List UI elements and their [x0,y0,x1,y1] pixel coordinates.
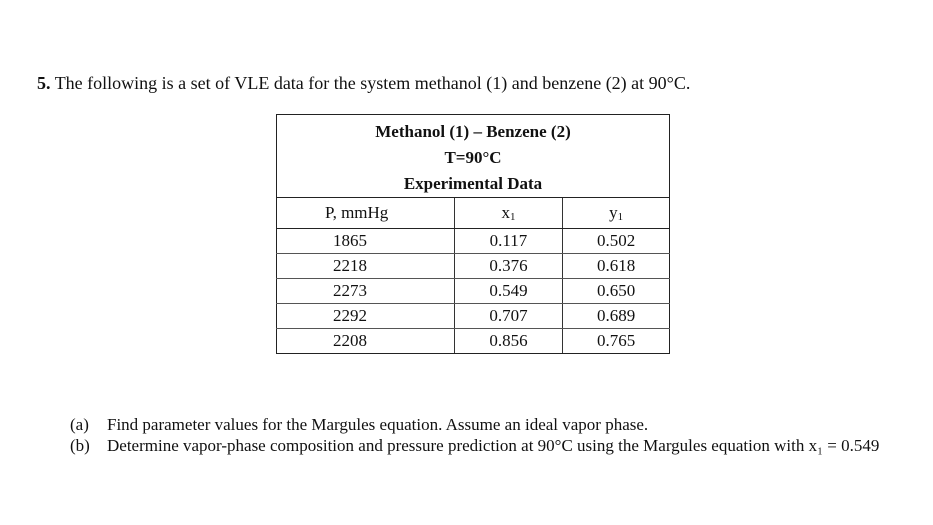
table-row [277,254,670,279]
vle-data-table [276,114,670,354]
pressure-column-header: P, mmHg [277,198,455,229]
problem-number: 5. [37,73,51,93]
y1-column-header: $y_1$ [563,198,670,229]
y1-cell: 0.618 [563,254,670,279]
table-row [277,279,670,304]
part-b-text: Determine vapor-phase composition and pressure prediction at 90°C using the Margules equation with x₁ = 0.549 [107,436,880,455]
part-a [70,414,912,435]
part-b-label: (b) [70,436,90,455]
y1-cell: 0.502 [563,229,670,254]
table-caption [277,115,670,198]
x1-cell: 0.117 [454,229,563,254]
problem-statement [37,73,690,94]
y1-cell: 0.765 [563,329,670,354]
pressure-cell: 2218 [277,254,455,279]
pressure-cell: 2292 [277,304,455,329]
pressure-cell: 2208 [277,329,455,354]
pressure-cell: 2273 [277,279,455,304]
pressure-cell: 1865 [277,229,455,254]
question-parts [70,414,912,456]
x1-column-header: $x_1$ [454,198,563,229]
part-a-text: Find parameter values for the Margules equation. Assume an ideal vapor phase. [107,415,649,434]
temperature-label: T=90°C [444,148,502,167]
problem-text: The following is a set of VLE data for the system methanol (1) and benzene (2) at 90°C. [54,73,691,93]
y1-cell: 0.650 [563,279,670,304]
x1-cell: 0.707 [454,304,563,329]
x1-cell: 0.549 [454,279,563,304]
column-header-row [277,198,670,229]
system-title: Methanol (1) – Benzene (2) [375,122,571,141]
x1-cell: 0.856 [454,329,563,354]
part-b [70,435,912,456]
table-row [277,229,670,254]
table-row [277,304,670,329]
y1-cell: 0.689 [563,304,670,329]
x1-cell: 0.376 [454,254,563,279]
table-row [277,329,670,354]
part-a-label: (a) [70,415,89,434]
experimental-data-label: Experimental Data [403,174,543,193]
